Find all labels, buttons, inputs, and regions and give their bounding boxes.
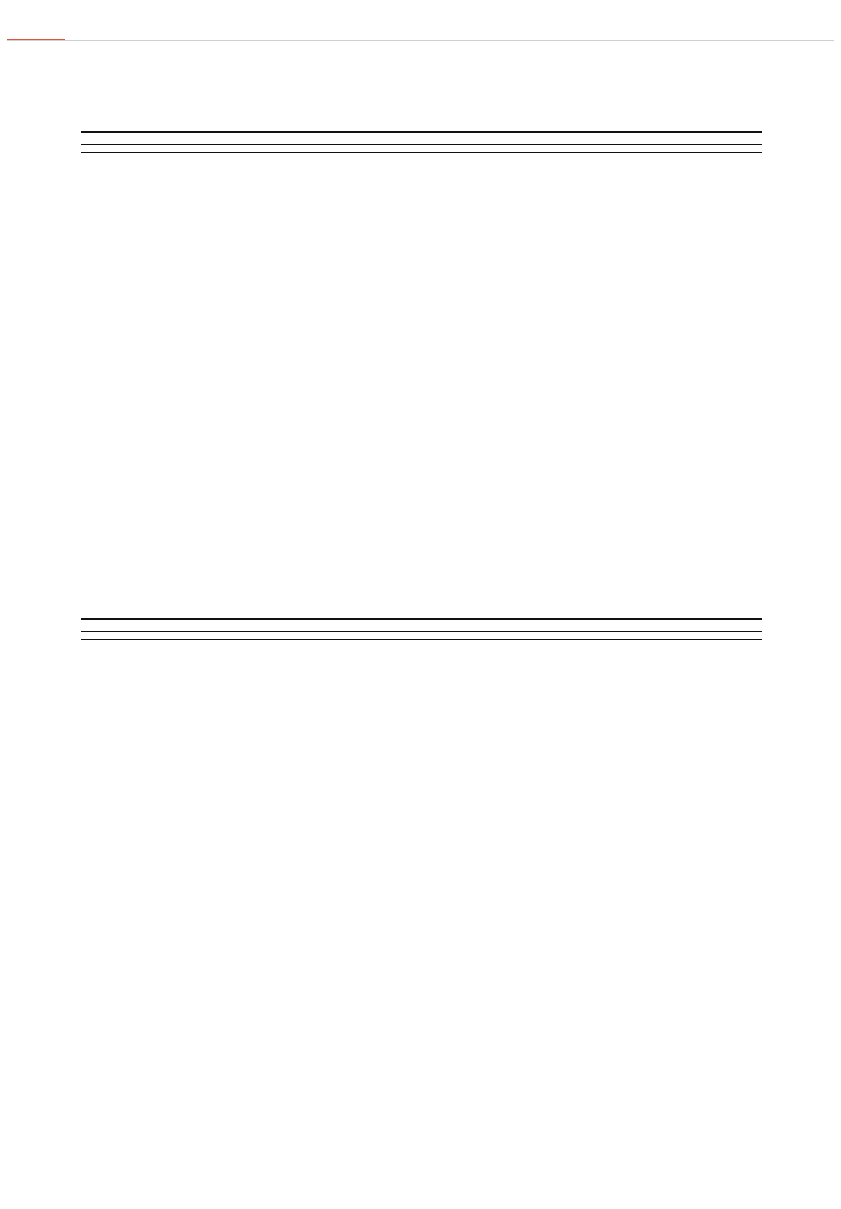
- header-rule: [7, 40, 834, 41]
- table10-header-row: [81, 133, 762, 144]
- table11-body: [81, 632, 762, 639]
- table10-body: [81, 145, 762, 152]
- running-header: [7, 5, 834, 25]
- table-bottom-rule: [81, 639, 762, 641]
- table-bottom-rule: [81, 152, 762, 154]
- table11: [81, 618, 762, 640]
- table10: [81, 131, 762, 153]
- table11-header-row: [81, 620, 762, 631]
- yield-surface-figure: [0, 945, 841, 1195]
